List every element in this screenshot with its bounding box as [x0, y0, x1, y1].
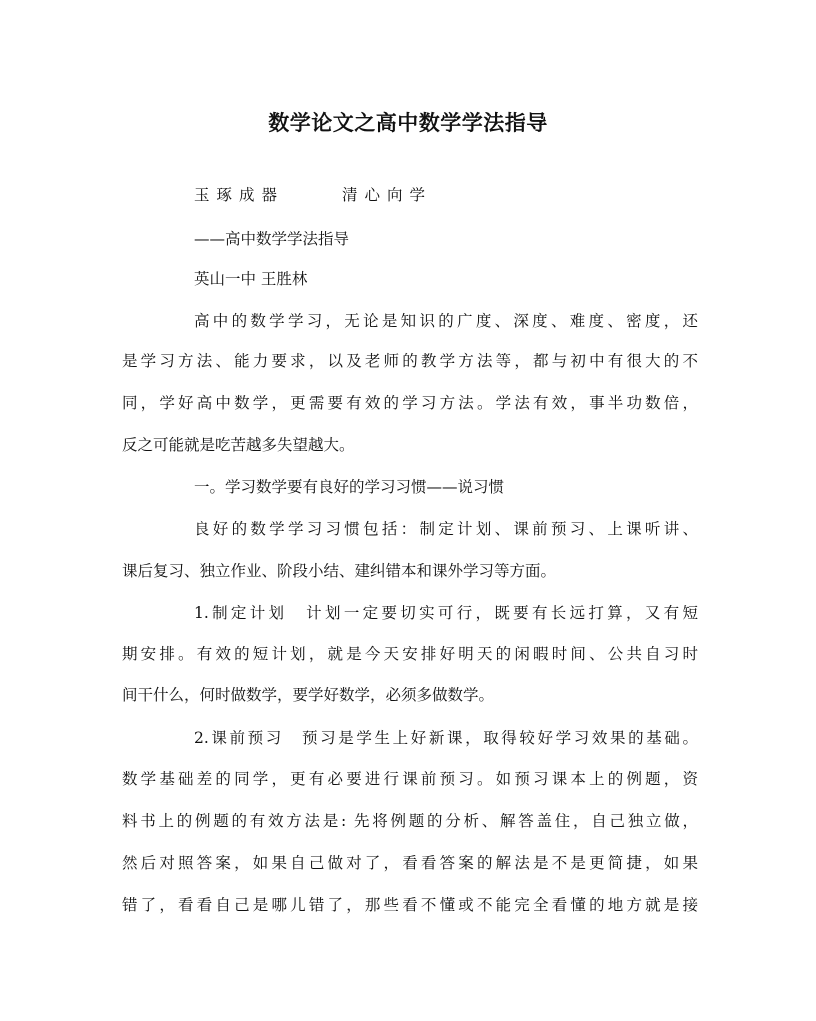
paragraph-line: 高中的数学学习，无论是知识的广度、深度、难度、密度，还: [194, 312, 698, 330]
section-heading: 一。学习数学要有良好的学习习惯——说习惯: [194, 478, 505, 496]
paragraph-line: 1.制定计划 计划一定要切实可行，既要有长远打算，又有短: [194, 604, 698, 622]
subtitle-right: 清心向学: [342, 186, 433, 204]
paragraph-line: 期安排。有效的短计划，就是今天安排好明天的闲暇时间、公共自习时: [122, 645, 698, 663]
paragraph-line: 料书上的例题的有效方法是: 先将例题的分析、解答盖住，自己独立做，: [122, 812, 698, 830]
subtitle-left: 玉琢成器: [194, 186, 285, 204]
paragraph-line: 同，学好高中数学，更需要有效的学习方法。学法有效，事半功数倍，: [122, 394, 698, 412]
paragraph-line: 2.课前预习 预习是学生上好新课，取得较好学习效果的基础。: [194, 729, 698, 747]
paragraph-line: 课后复习、独立作业、阶段小结、建纠错本和课外学习等方面。: [122, 562, 557, 580]
paragraph-line: 然后对照答案，如果自己做对了，看看答案的解法是不是更简捷，如果: [122, 854, 698, 872]
subtitle-secondary: ——高中数学学法指导: [194, 230, 350, 248]
document-title: 数学论文之高中数学学法指导: [268, 110, 548, 135]
paragraph-line: 是学习方法、能力要求，以及老师的教学方法等，都与初中有很大的不: [122, 352, 698, 370]
author-line: 英山一中 王胜林: [194, 270, 308, 288]
paragraph-line: 错了，看看自己是哪儿错了，那些看不懂或不能完全看懂的地方就是接: [122, 896, 698, 914]
paragraph-line: 反之可能就是吃苦越多失望越大。: [122, 436, 355, 454]
subtitle-line: [194, 184, 594, 208]
paragraph-line: 良好的数学学习习惯包括：制定计划、课前预习、上课听讲、: [194, 520, 698, 538]
paragraph-line: 数学基础差的同学，更有必要进行课前预习。如预习课本上的例题，资: [122, 770, 698, 788]
paragraph-line: 间干什么，何时做数学，要学好数学，必须多做数学。: [122, 686, 495, 704]
